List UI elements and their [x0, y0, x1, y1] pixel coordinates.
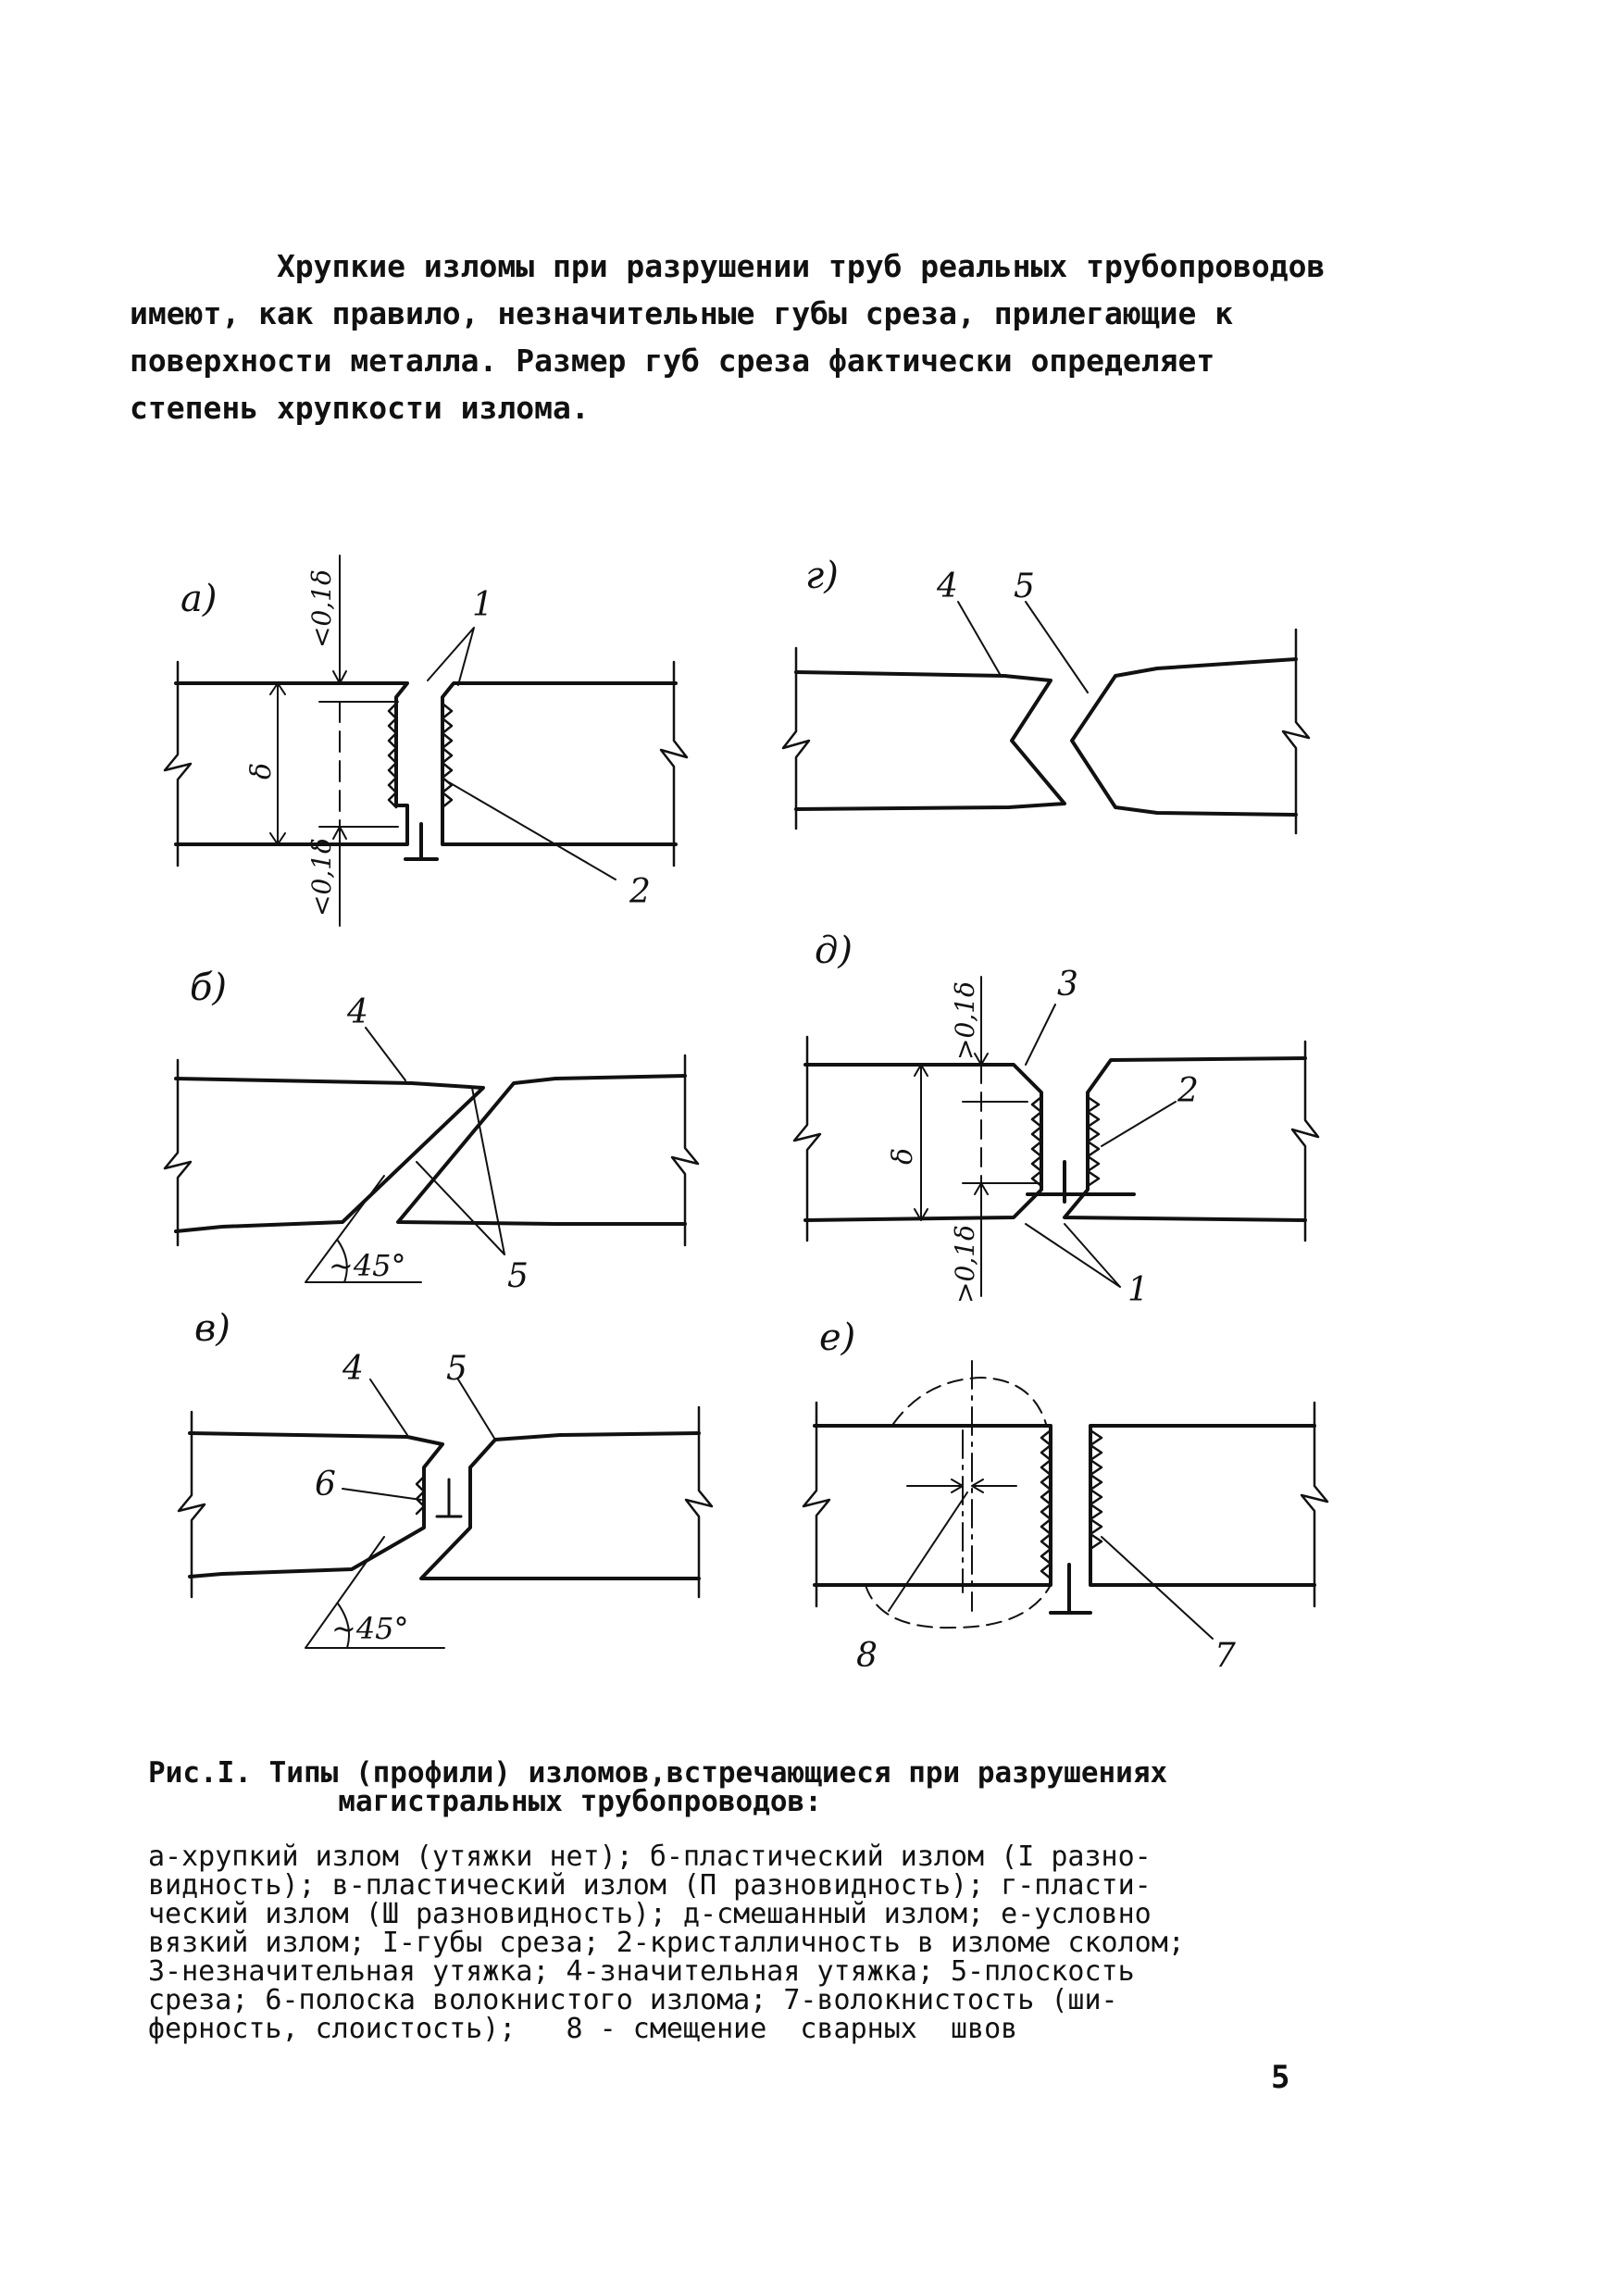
panel-v-label: в): [194, 1307, 230, 1350]
panel-d-dim-delta: [915, 1065, 928, 1220]
dim-delta-label: δ: [887, 1147, 919, 1165]
callout-7: 7: [1214, 1637, 1236, 1675]
dim-angle-label: ~45°: [331, 1611, 409, 1646]
callout-1: 1: [472, 586, 493, 624]
callout-1: 1: [1127, 1271, 1149, 1309]
dim-lt01-label: <0,1δ: [306, 838, 337, 917]
callout-4: 4: [342, 1350, 364, 1388]
panel-b: [165, 967, 698, 1295]
caption-title-line: Рис.I. Типы (профили) изломов,встречающиеся при разрушениях: [148, 1756, 1168, 1790]
panel-e-cleavage-mark: [1051, 1565, 1090, 1613]
callout-6: 6: [315, 1466, 336, 1504]
figure-legend: [148, 1842, 1351, 2043]
panel-b-pipe-left: [176, 1079, 483, 1231]
callout-5: 5: [507, 1257, 529, 1295]
panel-b-label: б): [190, 967, 228, 1009]
dim-delta-label: δ: [245, 762, 278, 780]
panel-a-leader-2: [449, 782, 616, 880]
panel-v: [179, 1307, 712, 1648]
panel-e-break-right: [1301, 1403, 1327, 1606]
panel-d-zigzag: [1032, 1097, 1041, 1186]
panel-a-label: а): [181, 578, 218, 620]
panel-e-weld-top: [893, 1378, 1046, 1424]
callout-2: 2: [629, 873, 651, 911]
panel-e-leader-7: [1102, 1537, 1213, 1639]
panel-v-leader-5: [458, 1379, 495, 1440]
panel-d: [794, 930, 1318, 1309]
panel-e-pipe-right: [1090, 1426, 1314, 1585]
panel-a-break-right: [661, 662, 687, 866]
panel-d-leader-2: [1102, 1102, 1176, 1146]
panel-g-leader-4: [958, 602, 1000, 674]
panel-e-break-left: [803, 1403, 829, 1606]
panel-b-pipe-right: [398, 1076, 685, 1224]
panel-b-break-left: [165, 1060, 191, 1245]
legend-line: 3-незначительная утяжка; 4-значительная утяжка; 5-плоскость: [148, 1955, 1135, 1988]
intro-line: степень хрупкости излома.: [130, 390, 590, 426]
legend-line: ческий излом (Ш разновидность); д-смешанный излом; е-условно: [148, 1898, 1152, 1930]
legend-line: видность); в-пластический излом (П разновидность); г-пласти-: [148, 1869, 1152, 1902]
callout-5: 5: [1014, 568, 1035, 605]
panel-a-leader-1: [428, 628, 474, 685]
panel-g-pipe-left: [796, 672, 1065, 809]
panel-b-break-right: [672, 1055, 698, 1245]
callout-8: 8: [856, 1637, 878, 1675]
panel-v-pipe-right: [421, 1433, 699, 1578]
page-number: 5: [1271, 2059, 1290, 2096]
panel-d-label: д): [815, 930, 853, 972]
panel-g-break-left: [783, 648, 809, 829]
intro-line: Хрупкие изломы при разрушении труб реальных трубопроводов: [130, 248, 1326, 284]
dim-lt01-label: <0,1δ: [306, 569, 337, 648]
panel-v-leader-4: [370, 1379, 407, 1435]
panel-b-leader-4: [366, 1028, 405, 1080]
panel-v-pipe-left: [190, 1433, 442, 1577]
dim-gt01-label: >0,1δ: [950, 1225, 980, 1304]
panel-v-leader-6: [342, 1489, 421, 1500]
panel-e-leader-8: [889, 1492, 967, 1611]
panel-d-leader-1: [1026, 1224, 1120, 1287]
panel-e: [803, 1316, 1327, 1675]
panel-v-mark: [437, 1479, 461, 1516]
panel-e-pipe-left: [815, 1426, 1051, 1585]
panel-e-weld-bottom: [866, 1585, 1051, 1628]
legend-line: вязкий излом; I-губы среза; 2-кристалличность в изломе сколом;: [148, 1927, 1185, 1959]
panel-d-zigzag: [1088, 1097, 1099, 1186]
legend-line: среза; 6-полоска волокнистого излома; 7-волокнистость (ши-: [148, 1984, 1118, 2016]
callout-4: 4: [347, 993, 368, 1031]
panel-d-cleavage-mark: [1027, 1162, 1134, 1202]
dim-angle-label: ~45°: [329, 1248, 406, 1283]
panel-d-break-left: [794, 1037, 820, 1241]
panel-g: [783, 555, 1309, 833]
panel-v-break-left: [179, 1412, 205, 1597]
panel-d-pipe-left: [805, 1065, 1041, 1220]
legend-line: ферность, слоистость); 8 - смещение сварных швов: [148, 2013, 1018, 2045]
panel-a-cleavage-mark: [405, 824, 437, 859]
panel-g-pipe-right: [1072, 659, 1296, 815]
callout-2: 2: [1177, 1072, 1199, 1110]
callout-3: 3: [1057, 966, 1078, 1004]
intro-line: имеют, как правило, незначительные губы среза, прилегающие к: [130, 295, 1234, 331]
panel-e-label: е): [819, 1316, 856, 1359]
callout-4: 4: [937, 568, 958, 605]
intro-line: поверхности металла. Размер губ среза фактически определяет: [130, 343, 1215, 379]
panel-a-pipe-right: [442, 683, 676, 844]
panel-a-pipe-left: [176, 683, 407, 844]
figure-caption-title: [148, 1756, 1351, 1818]
panel-d-leader-3: [1026, 1004, 1055, 1065]
panel-d-break-right: [1292, 1042, 1318, 1241]
panel-g-label: г): [805, 555, 839, 597]
panel-v-break-right: [686, 1407, 712, 1597]
panel-a: [165, 555, 687, 926]
panel-a-break-left: [165, 662, 191, 866]
caption-title-line: магистральных трубопроводов:: [148, 1785, 822, 1818]
legend-line: а-хрупкий излом (утяжки нет); б-пластический излом (I разно-: [148, 1841, 1152, 1873]
dim-gt01-label: >0,1δ: [950, 981, 980, 1060]
callout-5: 5: [446, 1350, 467, 1388]
